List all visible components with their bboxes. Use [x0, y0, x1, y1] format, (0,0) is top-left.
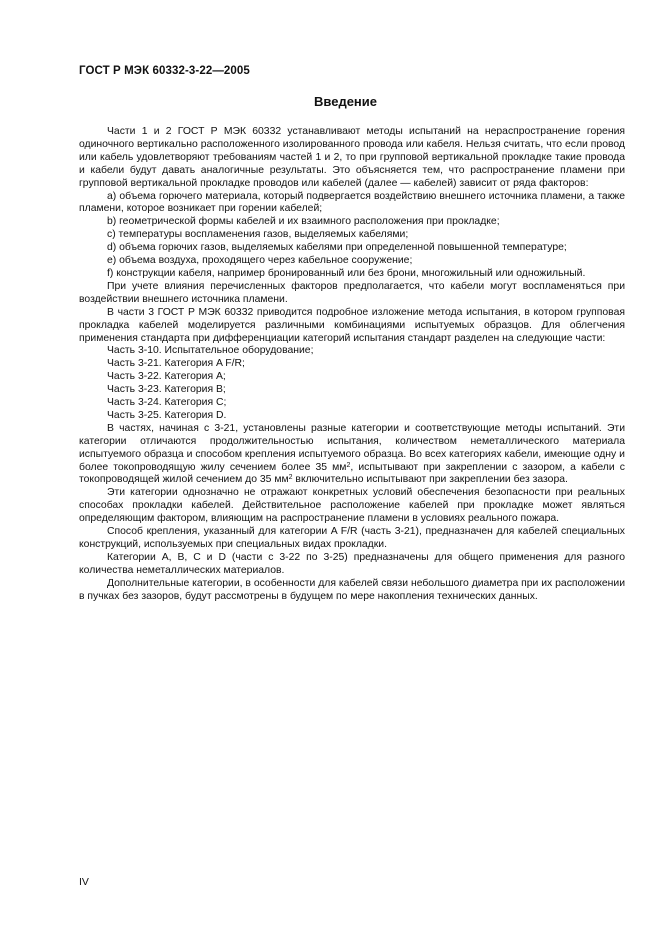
part-item-3-21: Часть 3-21. Категория A F/R; [107, 358, 245, 370]
factor-item-e: e) объема воздуха, проходящего через кабельное сооружение; [107, 255, 413, 267]
section-title: Введение [314, 94, 377, 109]
part-item-3-23: Часть 3-23. Категория B; [107, 384, 226, 396]
paragraph-ignition: При учете влияния перечисленных факторов предполагается, что кабели могут воспламеняться при воздействии внешнего источника пламени. [79, 280, 625, 305]
factor-item-d: d) объема горючих газов, выделяемых кабелями при определенной повышенной температуре; [107, 242, 567, 254]
factor-item-a: a) объема горючего материала, который подвергается воздействию внешнего источника пламени, а также пламени, которое возникает при горении кабелей; [79, 190, 625, 215]
paragraph-intro: Части 1 и 2 ГОСТ Р МЭК 60332 устанавливают методы испытаний на нераспространение горения одиночного вертикально расположенного изолированного провода или кабеля. Нельзя считать, что если провод или кабель удовлетворяют требованиям частей 1 и 2, то при групповой вертикальной прокладке такие провода и кабели будут давать аналогичные результаты. Это объясняется тем, что распространение пламени при групповой вертикальной прокладке проводов или кабелей (далее — кабелей) зависит от ряда факторов: [79, 126, 625, 189]
superscript-2: 2 [346, 461, 351, 469]
part-item-3-24: Часть 3-24. Категория C; [107, 397, 227, 409]
paragraph-categories-text-3: включительно испытывают при закреплении без зазора. [292, 474, 568, 486]
page-number: IV [79, 876, 89, 888]
part-item-3-10: Часть 3-10. Испытательное оборудование; [107, 345, 314, 357]
part-item-3-25: Часть 3-25. Категория D. [107, 409, 227, 421]
paragraph-abcd: Категории A, B, C и D (части с 3-22 по 3-25) предназначены для общего применения для разного количества неметаллических материалов. [79, 551, 625, 576]
paragraph-categories-text-1: В частях, начиная с 3-21, установлены разные категории и соответствующие методы испытаний. Эти категории отличаются продолжительностью испытания, количеством неметаллического материала испытуемого образца и способом крепления испытуемого образца. Во всех категориях кабели, имеющие одну и более токопроводящую жилу сечением более 35 мм [79, 422, 625, 473]
superscript-2: 2 [288, 474, 293, 482]
paragraph-part3: В части 3 ГОСТ Р МЭК 60332 приводится подробное изложение метода испытания, в котором групповая прокладка кабелей моделируется различными комбинациями испытуемых образцов. Для облегчения применения стандарта при дифференциации категорий испытания стандарт разделен на следующие части: [79, 306, 625, 344]
factor-item-b: b) геометрической формы кабелей и их взаимного расположения при прокладке; [107, 216, 500, 228]
paragraph-categories-text-2: , испытывают при закреплении с зазором, а кабели с токопроводящей жилой сечением до 35 мм [79, 461, 625, 486]
paragraph-safety: Эти категории однозначно не отражают конкретных условий обеспечения безопасности при реальных способах прокладки кабелей. Действительное расположение кабелей при прокладке может являться определяющим фактором, влияющим на распространение пламени в условиях реального пожара. [79, 487, 625, 525]
document-header: ГОСТ Р МЭК 60332-3-22—2005 [79, 65, 250, 77]
paragraph-categories [79, 423, 625, 488]
paragraph-additional: Дополнительные категории, в особенности для кабелей связи небольшого диаметра при их расположении в пучках без зазоров, будут рассмотрены в будущем по мере накопления технических данных. [79, 577, 625, 602]
factor-item-f: f) конструкции кабеля, например бронированный или без брони, многожильный или одножильный. [107, 267, 586, 279]
factor-item-c: c) температуры воспламенения газов, выделяемых кабелями; [107, 229, 409, 241]
paragraph-afr: Способ крепления, указанный для категории A F/R (часть 3-21), предназначен для кабелей специальных конструкций, используемых при специальных видах прокладки. [79, 526, 625, 550]
document-body [79, 126, 625, 604]
part-item-3-22: Часть 3-22. Категория A; [107, 371, 226, 383]
